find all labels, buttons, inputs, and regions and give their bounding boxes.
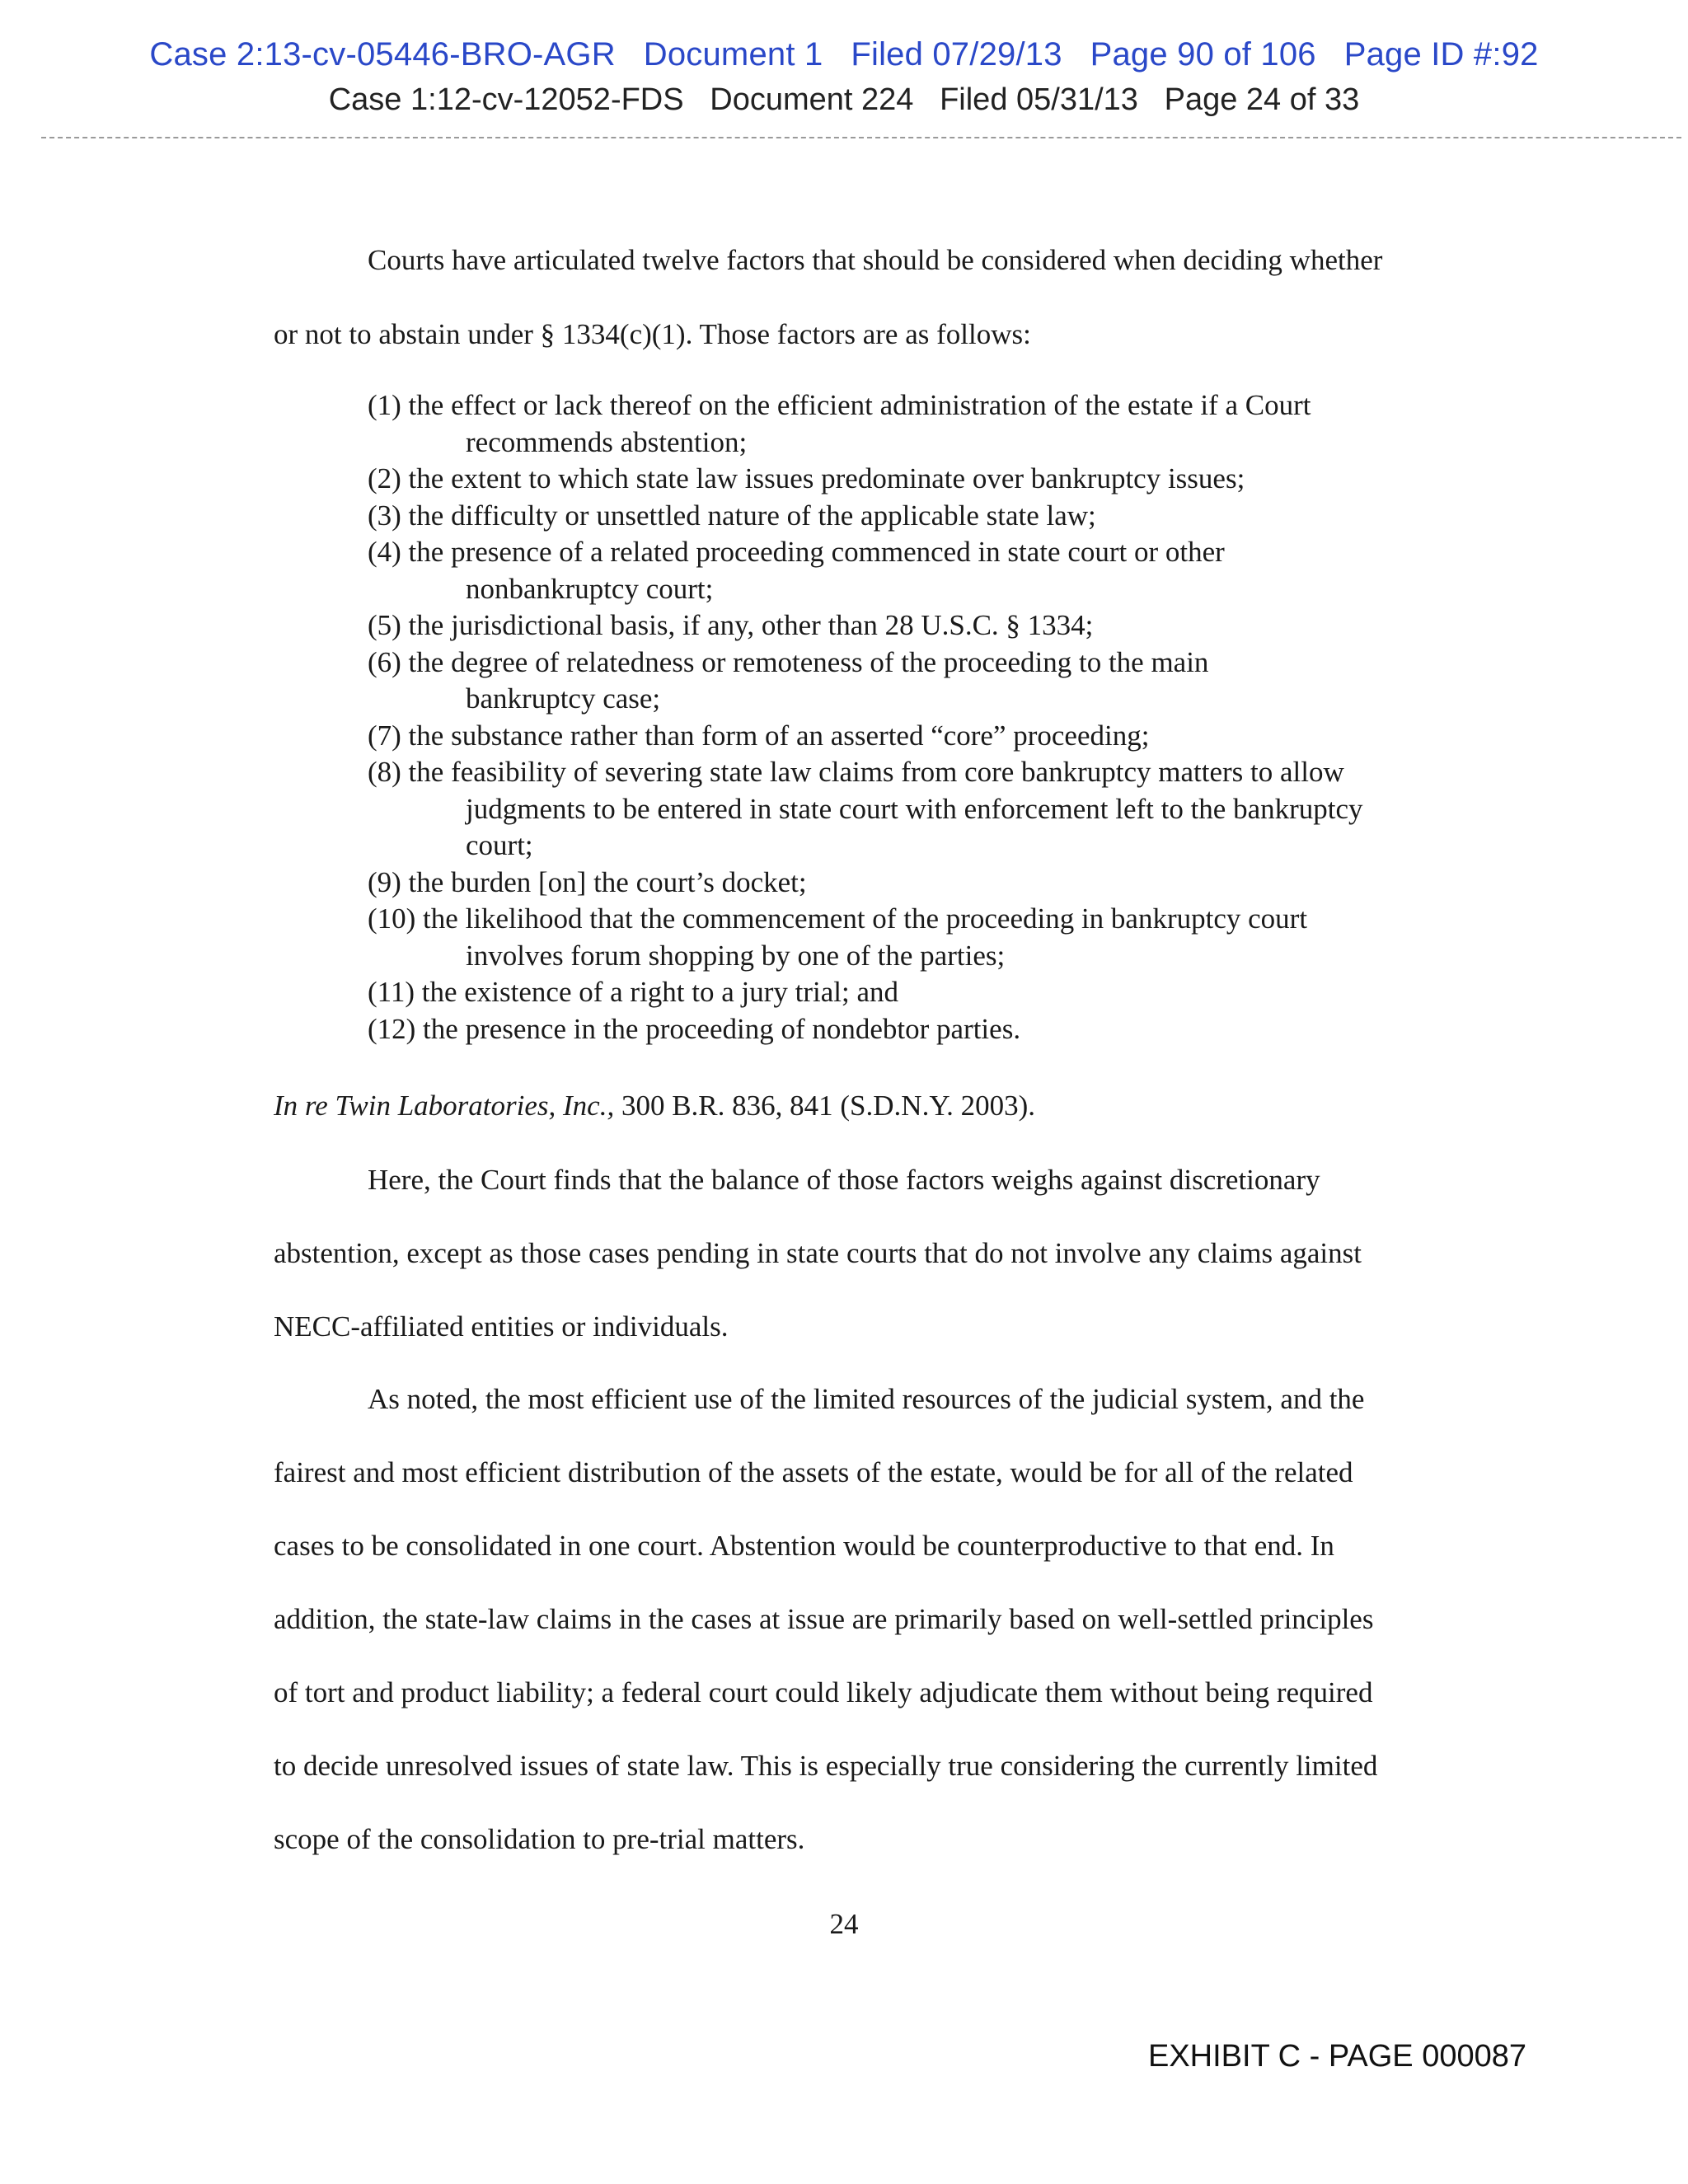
factor-text: (5) the jurisdictional basis, if any, other than 28 U.S.C. § 1334; <box>368 609 1094 641</box>
district-case-header: Case 1:12-cv-12052-FDS Document 224 Filed 05/31/13 Page 24 of 33 <box>328 82 1360 117</box>
paragraph-2-line-2: abstention, except as those cases pending in state courts that do not involve any claims against <box>274 1237 1362 1269</box>
factor-text: (9) the burden [on] the court’s docket; <box>368 865 807 898</box>
factor-continuation: recommends abstention; <box>466 425 748 458</box>
factor-item <box>368 607 1363 644</box>
factor-item <box>368 1011 1363 1048</box>
abstention-factors-list <box>368 387 1363 1047</box>
factor-item <box>368 901 1363 974</box>
intro-paragraph-line-2: or not to abstain under § 1334(c)(1). Those factors are as follows: <box>274 318 1031 350</box>
paragraph-3-line-1: As noted, the most efficient use of the limited resources of the judicial system, and the <box>368 1383 1365 1415</box>
factor-item <box>368 865 1363 902</box>
factor-item <box>368 754 1363 865</box>
factor-item <box>368 974 1363 1011</box>
factor-continuation: court; <box>466 829 533 861</box>
factor-item <box>368 534 1363 607</box>
factor-text: (10) the likelihood that the commencement of the proceeding in bankruptcy court <box>368 902 1308 935</box>
factor-text: (3) the difficulty or unsettled nature of the applicable state law; <box>368 499 1096 532</box>
factor-text: (1) the effect or lack thereof on the efficient administration of the estate if a Court <box>368 389 1311 421</box>
factor-item <box>368 718 1363 755</box>
paragraph-3-line-7: scope of the consolidation to pre-trial matters. <box>274 1823 805 1855</box>
header-divider <box>41 137 1681 138</box>
paragraph-3-line-5: of tort and product liability; a federal court could likely adjudicate them without being required <box>274 1676 1373 1708</box>
factor-text: (2) the extent to which state law issues predominate over bankruptcy issues; <box>368 462 1245 494</box>
intro-paragraph-line-1: Courts have articulated twelve factors that should be considered when deciding whether <box>368 244 1383 276</box>
factor-text: (12) the presence in the proceeding of nondebtor parties. <box>368 1012 1021 1045</box>
factor-continuation: involves forum shopping by one of the parties; <box>466 939 1006 972</box>
citation-case-name: In re Twin Laboratories, Inc., <box>274 1090 615 1122</box>
factor-continuation: bankruptcy case; <box>466 682 661 715</box>
factor-item <box>368 498 1363 535</box>
federal-case-header: Case 2:13-cv-05446-BRO-AGR Document 1 Filed 07/29/13 Page 90 of 106 Page ID #:92 <box>149 36 1539 73</box>
factor-continuation: nonbankruptcy court; <box>466 572 714 605</box>
factor-text: (11) the existence of a right to a jury trial; and <box>368 976 899 1008</box>
case-citation <box>274 1088 1035 1124</box>
paragraph-2-line-3: NECC-affiliated entities or individuals. <box>274 1310 729 1343</box>
citation-reporter: 300 B.R. 836, 841 (S.D.N.Y. 2003). <box>614 1090 1035 1122</box>
paragraph-2-line-1: Here, the Court finds that the balance of those factors weighs against discretionary <box>368 1164 1320 1196</box>
factor-continuation: judgments to be entered in state court with enforcement left to the bankruptcy <box>466 792 1363 825</box>
paragraph-3-line-3: cases to be consolidated in one court. Abstention would be counterproductive to that end. In <box>274 1530 1334 1562</box>
factor-item <box>368 461 1363 498</box>
paragraph-3-line-2: fairest and most efficient distribution of the assets of the estate, would be for all of the related <box>274 1456 1353 1488</box>
factor-item <box>368 644 1363 718</box>
factor-text: (8) the feasibility of severing state law claims from core bankruptcy matters to allow <box>368 756 1344 788</box>
paragraph-3-line-6: to decide unresolved issues of state law. This is especially true considering the currently limited <box>274 1750 1378 1782</box>
exhibit-stamp: EXHIBIT C - PAGE 000087 <box>1147 2039 1526 2074</box>
page-number: 24 <box>829 1908 859 1940</box>
factor-text: (4) the presence of a related proceeding commenced in state court or other <box>368 536 1225 568</box>
factor-item <box>368 387 1363 461</box>
factor-text: (6) the degree of relatedness or remoteness of the proceeding to the main <box>368 645 1209 678</box>
paragraph-3-line-4: addition, the state-law claims in the cases at issue are primarily based on well-settled principles <box>274 1603 1374 1635</box>
factor-text: (7) the substance rather than form of an asserted “core” proceeding; <box>368 719 1150 752</box>
